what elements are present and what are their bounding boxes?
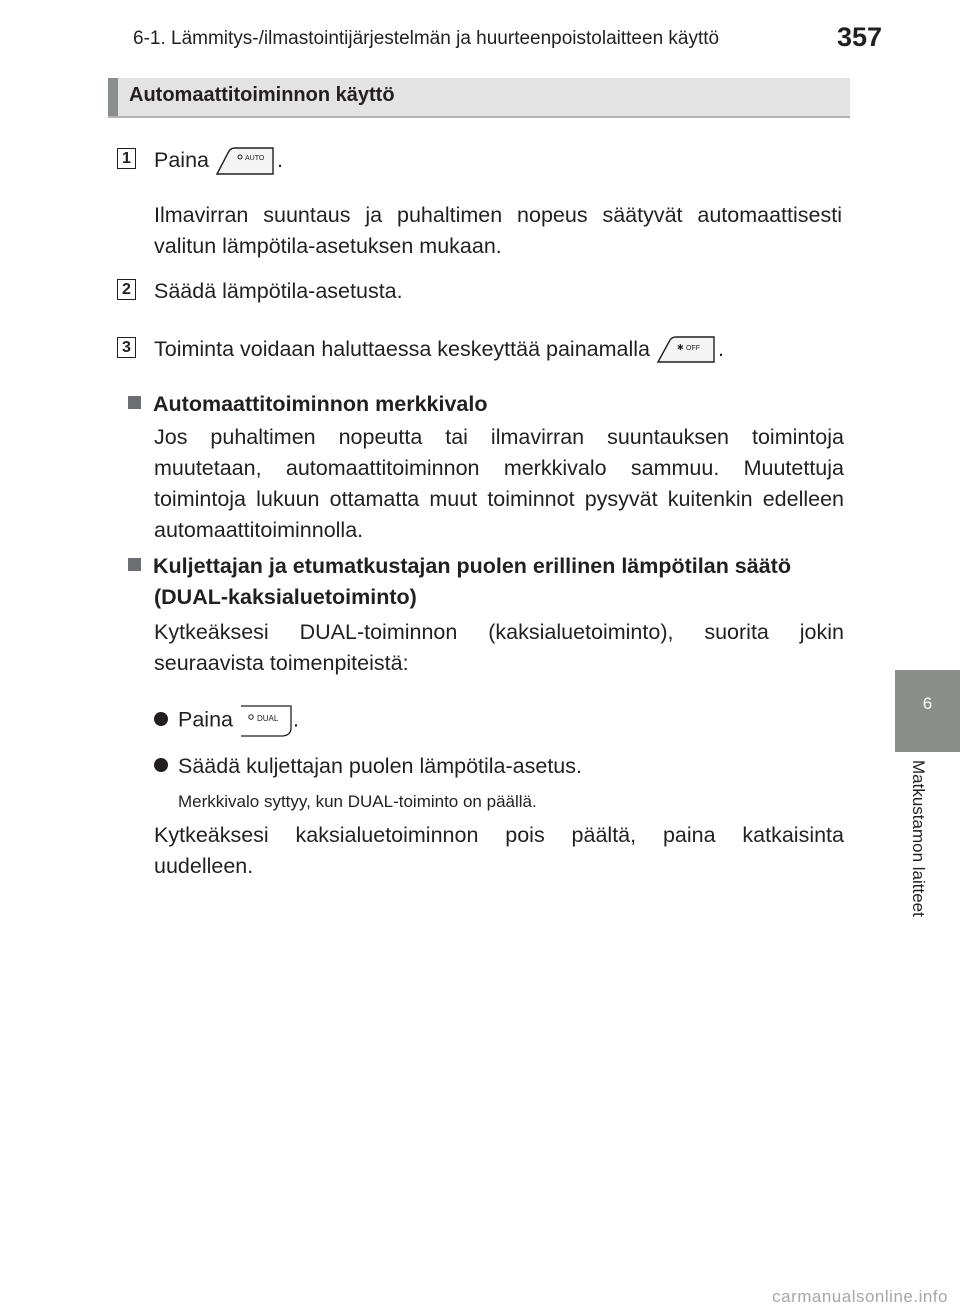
subsection-2-intro: Kytkeäksesi DUAL-toiminnon (kaksialuetoiminto), suorita jokin seuraavista toimenpiteistä: bbox=[154, 620, 844, 675]
off-button-label: OFF bbox=[685, 345, 700, 353]
subsection-heading-indicator bbox=[128, 389, 844, 420]
step-number-2: 2 bbox=[117, 279, 136, 300]
step-1-instruction bbox=[154, 145, 842, 177]
bullet-2-text: Säädä kuljettajan puolen lämpötila-asetus. bbox=[178, 754, 582, 778]
chapter-tab: 6 bbox=[895, 670, 960, 752]
bullet-dot-icon bbox=[154, 712, 168, 726]
subsection-heading-dual bbox=[128, 551, 844, 613]
chapter-title-vertical: Matkustamon laitteet bbox=[909, 760, 928, 917]
auto-button-label: AUTO bbox=[244, 155, 265, 163]
bullet-item-2 bbox=[154, 751, 844, 782]
auto-button-icon bbox=[215, 145, 277, 177]
subsection-2-outro: Kytkeäksesi kaksialuetoiminnon pois päältä, paina katkaisinta uudelleen. bbox=[154, 823, 844, 878]
subsection-1-title: Automaattitoiminnon merkkivalo bbox=[153, 392, 488, 416]
step-3-period: . bbox=[717, 337, 724, 361]
off-button-icon bbox=[656, 335, 718, 365]
section-title: Automaattitoiminnon käyttö bbox=[129, 84, 395, 106]
running-header: 6-1. Lämmitys-/ilmastointijärjestelmän ja huurteenpoistolaitteen käyttö bbox=[133, 28, 720, 49]
bullet-1-text: Paina bbox=[178, 707, 233, 732]
square-bullet-icon bbox=[128, 396, 141, 409]
subsection-1-body: Jos puhaltimen nopeutta tai ilmavirran suuntauksen toimintoja muutetaan, automaattitoiminnon merkkivalo sammuu. Muutettuja toimintoja lukuun ottamatta muut toiminnot pysyvät kuitenkin edelleen automaattitoiminnolla. bbox=[154, 425, 844, 542]
square-bullet-icon bbox=[128, 558, 141, 571]
bullet-dot-icon bbox=[154, 758, 168, 772]
section-header-accent bbox=[108, 78, 118, 116]
subsection-2-title: Kuljettajan ja etumatkustajan puolen erillinen lämpötilan säätö (DUAL-kaksialuetoiminto) bbox=[153, 554, 791, 609]
step-number-3: 3 bbox=[117, 337, 136, 358]
page-number: 357 bbox=[836, 22, 882, 52]
step-2-instruction: Säädä lämpötila-asetusta. bbox=[154, 279, 403, 303]
watermark: carmanualsonline.info bbox=[772, 1287, 948, 1306]
bullet-item-1 bbox=[154, 704, 844, 738]
section-header bbox=[108, 78, 850, 118]
note-text: Merkkivalo syttyy, kun DUAL-toiminto on päällä. bbox=[178, 792, 537, 811]
svg-text:✱: ✱ bbox=[676, 343, 684, 353]
dual-button-label: DUAL bbox=[256, 714, 279, 723]
step-3-instruction bbox=[154, 334, 842, 365]
step-number-1: 1 bbox=[117, 148, 136, 169]
step-1-detail: Ilmavirran suuntaus ja puhaltimen nopeus säätyvät automaattisesti valitun lämpötila-asetuksen mukaan. bbox=[154, 203, 842, 258]
step-1-text: Paina bbox=[154, 148, 209, 172]
bullet-1-period: . bbox=[292, 707, 299, 732]
step-3-text: Toiminta voidaan haluttaessa keskeyttää painamalla bbox=[154, 337, 650, 361]
step-1-period: . bbox=[276, 148, 283, 172]
dual-button-icon bbox=[239, 704, 293, 738]
